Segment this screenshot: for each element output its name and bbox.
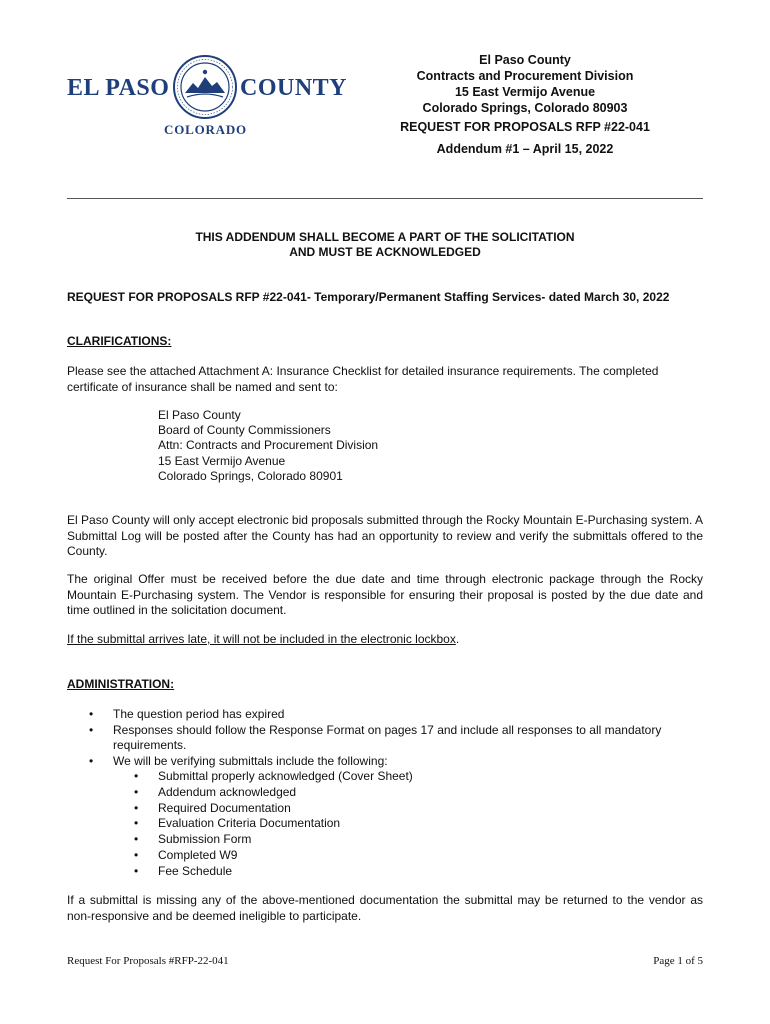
sublist-item: • Evaluation Criteria Documentation	[113, 816, 703, 832]
logo-text-right: COUNTY	[240, 75, 348, 101]
sublist-item: • Addendum acknowledged	[113, 785, 703, 801]
notice-line-1: THIS ADDENDUM SHALL BECOME A PART OF THE SOLICITATION	[195, 230, 575, 244]
list-item-text: The question period has expired	[113, 707, 285, 721]
list-item-text: We will be verifying submittals include the following:	[113, 753, 388, 768]
logo-text-left: EL PASO	[67, 75, 170, 101]
late-submittal-period: .	[455, 632, 460, 646]
sublist-item: • Fee Schedule	[113, 864, 703, 880]
list-item	[67, 707, 703, 723]
header-addendum: Addendum #1 – April 15, 2022	[436, 142, 614, 156]
insurance-address	[158, 408, 378, 484]
header-address-block	[380, 52, 670, 116]
administration-heading: ADMINISTRATION:	[67, 677, 175, 691]
header-line: Colorado Springs, Colorado 80903	[422, 101, 628, 115]
header-rfp-number: REQUEST FOR PROPOSALS RFP #22-041	[400, 120, 650, 134]
header-line: 15 East Vermijo Avenue	[454, 85, 596, 99]
header-divider	[67, 198, 703, 199]
sublist-item: • Required Documentation	[113, 801, 703, 817]
logo-subtitle: COLORADO	[164, 122, 247, 137]
footer-page-number: Page 1 of 5	[653, 955, 703, 967]
county-seal-icon	[173, 55, 237, 119]
footer-document-id: Request For Proposals #RFP-22-041	[67, 955, 229, 967]
clarifications-intro: Please see the attached Attachment A: Insurance Checklist for detailed insurance requirements. The completed certificate of insurance shall be named and sent to:	[67, 364, 659, 394]
address-line: 15 East Vermijo Avenue	[158, 453, 286, 468]
list-item	[67, 723, 703, 754]
header-line: El Paso County	[479, 53, 571, 67]
missing-documentation-paragraph: If a submittal is missing any of the above-mentioned documentation the submittal may be returned to the vendor as non-responsive and be deemed ineligible to participate.	[67, 893, 703, 923]
verification-sublist	[113, 769, 703, 880]
late-submittal-text: If the submittal arrives late, it will not be included in the electronic lockbox	[67, 632, 456, 646]
address-line: Attn: Contracts and Procurement Division	[158, 438, 379, 453]
sublist-item: • Submission Form	[113, 832, 703, 848]
header-line: Contracts and Procurement Division	[416, 69, 634, 83]
late-submittal-note	[67, 632, 703, 648]
administration-list	[67, 707, 703, 880]
sublist-item: • Submittal properly acknowledged (Cover Sheet)	[113, 769, 703, 785]
original-offer-paragraph: The original Offer must be received before the due date and time through electronic package through the Rocky Mountain E-Purchasing system. The Vendor is responsible for ensuring their proposal is posted by the due date and time outlined in the solicitation document.	[67, 572, 703, 617]
list-item-text: Responses should follow the Response Format on pages 17 and include all responses to all mandatory requirements.	[113, 722, 662, 752]
address-line: El Paso County	[158, 408, 241, 422]
address-line: Colorado Springs, Colorado 80901	[158, 468, 343, 483]
clarifications-heading: CLARIFICATIONS:	[67, 334, 172, 348]
list-item	[67, 754, 703, 880]
electronic-submission-paragraph: El Paso County will only accept electronic bid proposals submitted through the Rocky Mountain E-Purchasing system. A Submittal Log will be posted after the County has had an opportunity to review and verify the submittals offered to the County.	[67, 513, 703, 558]
rfp-title: REQUEST FOR PROPOSALS RFP #22-041- Temporary/Permanent Staffing Services- dated March 30, 2022	[67, 290, 670, 304]
sublist-item: • Completed W9	[113, 848, 703, 864]
address-line: Board of County Commissioners	[158, 423, 331, 438]
notice-line-2: AND MUST BE ACKNOWLEDGED	[289, 245, 481, 259]
